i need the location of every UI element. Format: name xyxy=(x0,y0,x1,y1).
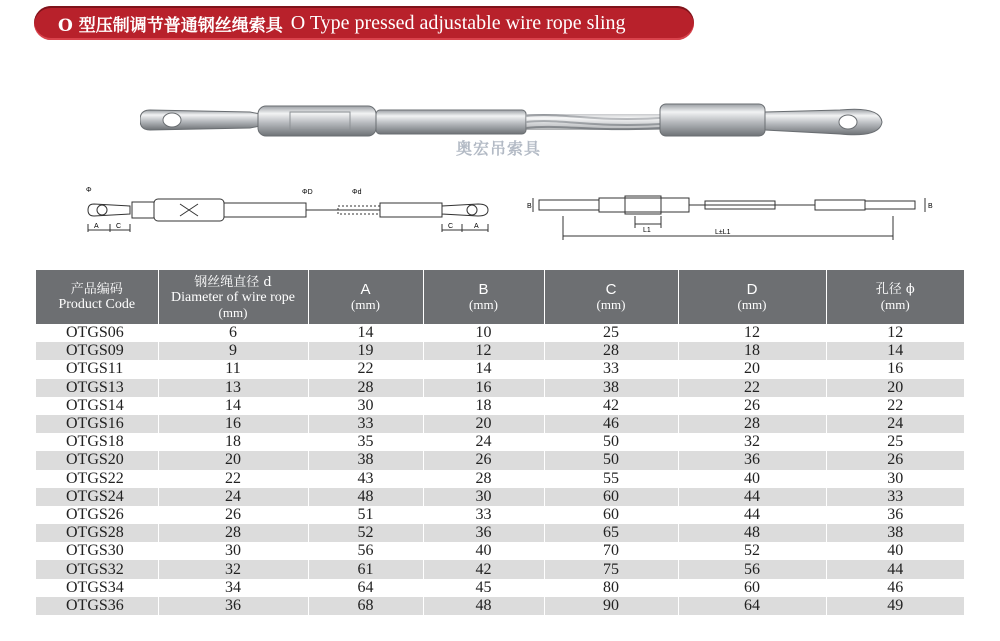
cell-hole-diameter: 46 xyxy=(826,579,964,597)
cell-b: 24 xyxy=(423,433,544,451)
header-b-unit: (mm) xyxy=(469,297,498,312)
cell-c: 75 xyxy=(544,560,678,578)
cell-c: 50 xyxy=(544,451,678,469)
table-row xyxy=(36,451,964,469)
cell-b: 14 xyxy=(423,360,544,378)
watermark: 奥宏吊索具 xyxy=(456,139,542,158)
cell-a: 43 xyxy=(308,470,423,488)
cell-product-code: OTGS20 xyxy=(36,451,158,469)
header-product-code xyxy=(36,270,158,324)
cell-d: 12 xyxy=(678,324,826,342)
cell-c: 50 xyxy=(544,433,678,451)
header-hole-diameter-cn: 孔径 ϕ xyxy=(875,282,915,297)
cell-a: 30 xyxy=(308,397,423,415)
technical-drawing-left xyxy=(80,180,500,240)
cell-d: 28 xyxy=(678,415,826,433)
dim-label-big-d: ΦD xyxy=(302,189,313,196)
header-d-unit: (mm) xyxy=(737,297,767,312)
table-row xyxy=(36,433,964,451)
table-row xyxy=(36,506,964,524)
cell-d: 18 xyxy=(678,342,826,360)
cell-hole-diameter: 44 xyxy=(826,560,964,578)
cell-c: 42 xyxy=(544,397,678,415)
dim-label-small-d: Φd xyxy=(352,189,362,196)
cell-hole-diameter: 24 xyxy=(826,415,964,433)
cell-b: 45 xyxy=(423,579,544,597)
cell-a: 52 xyxy=(308,524,423,542)
cell-rope-diameter: 28 xyxy=(158,524,308,542)
cell-product-code: OTGS24 xyxy=(36,488,158,506)
header-b-symbol: B xyxy=(478,281,489,298)
cell-product-code: OTGS13 xyxy=(36,379,158,397)
header-product-code-en: Product Code xyxy=(58,297,136,312)
cell-c: 25 xyxy=(544,324,678,342)
cell-d: 52 xyxy=(678,542,826,560)
header-rope-diameter-unit: (mm) xyxy=(218,304,248,320)
cell-b: 28 xyxy=(423,470,544,488)
cell-a: 38 xyxy=(308,451,423,469)
cell-rope-diameter: 20 xyxy=(158,451,308,469)
table-row xyxy=(36,360,964,378)
cell-a: 19 xyxy=(308,342,423,360)
dim-label-l: L±L1 xyxy=(715,229,731,236)
cell-rope-diameter: 11 xyxy=(158,360,308,378)
cell-d: 60 xyxy=(678,579,826,597)
header-rope-diameter-cn: 钢丝绳直径 d xyxy=(194,274,272,290)
cell-product-code: OTGS34 xyxy=(36,579,158,597)
spec-table xyxy=(36,270,964,615)
cell-rope-diameter: 30 xyxy=(158,542,308,560)
cell-a: 48 xyxy=(308,488,423,506)
dim-label-b-left: B xyxy=(527,203,532,210)
cell-rope-diameter: 22 xyxy=(158,470,308,488)
cell-d: 48 xyxy=(678,524,826,542)
cell-hole-diameter: 16 xyxy=(826,360,964,378)
cell-hole-diameter: 20 xyxy=(826,379,964,397)
cell-d: 20 xyxy=(678,360,826,378)
cell-rope-diameter: 34 xyxy=(158,579,308,597)
header-rope-diameter-en: Diameter of wire rope xyxy=(171,289,295,305)
table-row xyxy=(36,579,964,597)
cell-c: 46 xyxy=(544,415,678,433)
cell-a: 51 xyxy=(308,506,423,524)
table-body xyxy=(36,324,964,615)
cell-c: 60 xyxy=(544,488,678,506)
cell-d: 44 xyxy=(678,488,826,506)
cell-c: 38 xyxy=(544,379,678,397)
title-en: O Type pressed adjustable wire rope sling xyxy=(290,11,626,34)
table-row xyxy=(36,488,964,506)
header-c xyxy=(544,270,678,324)
cell-b: 18 xyxy=(423,397,544,415)
cell-hole-diameter: 40 xyxy=(826,542,964,560)
header-b xyxy=(423,270,544,324)
header-a-unit: (mm) xyxy=(351,297,380,312)
cell-b: 33 xyxy=(423,506,544,524)
cell-product-code: OTGS30 xyxy=(36,542,158,560)
cell-rope-diameter: 16 xyxy=(158,415,308,433)
cell-hole-diameter: 33 xyxy=(826,488,964,506)
cell-product-code: OTGS14 xyxy=(36,397,158,415)
cell-a: 61 xyxy=(308,560,423,578)
cell-d: 36 xyxy=(678,451,826,469)
cell-b: 40 xyxy=(423,542,544,560)
cell-product-code: OTGS09 xyxy=(36,342,158,360)
table-row xyxy=(36,342,964,360)
cell-c: 55 xyxy=(544,470,678,488)
cell-b: 30 xyxy=(423,488,544,506)
cell-d: 56 xyxy=(678,560,826,578)
cell-rope-diameter: 9 xyxy=(158,342,308,360)
cell-a: 14 xyxy=(308,324,423,342)
cell-d: 40 xyxy=(678,470,826,488)
cell-c: 80 xyxy=(544,579,678,597)
cell-c: 60 xyxy=(544,506,678,524)
cell-product-code: OTGS16 xyxy=(36,415,158,433)
table-row xyxy=(36,397,964,415)
dim-label-phi: Φ xyxy=(86,187,92,194)
cell-product-code: OTGS22 xyxy=(36,470,158,488)
dim-label-a-right: A xyxy=(474,223,479,230)
header-a-symbol: A xyxy=(360,281,371,298)
cell-b: 16 xyxy=(423,379,544,397)
header-hole-diameter-unit: (mm) xyxy=(880,297,910,312)
cell-rope-diameter: 13 xyxy=(158,379,308,397)
header-d xyxy=(678,270,826,324)
cell-hole-diameter: 25 xyxy=(826,433,964,451)
cell-b: 48 xyxy=(423,597,544,615)
cell-rope-diameter: 24 xyxy=(158,488,308,506)
cell-product-code: OTGS36 xyxy=(36,597,158,615)
cell-product-code: OTGS11 xyxy=(36,360,158,378)
cell-product-code: OTGS28 xyxy=(36,524,158,542)
cell-b: 36 xyxy=(423,524,544,542)
cell-hole-diameter: 49 xyxy=(826,597,964,615)
cell-b: 42 xyxy=(423,560,544,578)
table-row xyxy=(36,560,964,578)
table-row xyxy=(36,542,964,560)
cell-rope-diameter: 6 xyxy=(158,324,308,342)
header-hole-diameter xyxy=(826,270,964,324)
technical-drawing-right xyxy=(525,186,945,242)
table-row xyxy=(36,597,964,615)
cell-hole-diameter: 26 xyxy=(826,451,964,469)
dim-label-a: A xyxy=(94,223,99,230)
cell-a: 56 xyxy=(308,542,423,560)
cell-c: 28 xyxy=(544,342,678,360)
header-c-unit: (mm) xyxy=(596,297,626,312)
cell-product-code: OTGS26 xyxy=(36,506,158,524)
cell-a: 64 xyxy=(308,579,423,597)
cell-b: 26 xyxy=(423,451,544,469)
table-row xyxy=(36,379,964,397)
title-banner xyxy=(34,6,694,40)
header-rope-diameter xyxy=(158,270,308,324)
header-a xyxy=(308,270,423,324)
cell-b: 12 xyxy=(423,342,544,360)
cell-d: 32 xyxy=(678,433,826,451)
cell-a: 35 xyxy=(308,433,423,451)
table-row xyxy=(36,524,964,542)
cell-a: 68 xyxy=(308,597,423,615)
dim-label-c: C xyxy=(116,223,122,230)
header-d-symbol: D xyxy=(746,281,758,298)
cell-hole-diameter: 30 xyxy=(826,470,964,488)
title-cn: O 型压制调节普通钢丝绳索具 xyxy=(58,15,283,36)
cell-rope-diameter: 36 xyxy=(158,597,308,615)
cell-d: 44 xyxy=(678,506,826,524)
cell-product-code: OTGS32 xyxy=(36,560,158,578)
cell-rope-diameter: 32 xyxy=(158,560,308,578)
cell-c: 70 xyxy=(544,542,678,560)
cell-a: 33 xyxy=(308,415,423,433)
table-row xyxy=(36,415,964,433)
cell-d: 22 xyxy=(678,379,826,397)
cell-d: 26 xyxy=(678,397,826,415)
table-row xyxy=(36,324,964,342)
cell-hole-diameter: 36 xyxy=(826,506,964,524)
header-c-symbol: C xyxy=(605,281,617,298)
cell-hole-diameter: 12 xyxy=(826,324,964,342)
cell-hole-diameter: 38 xyxy=(826,524,964,542)
cell-product-code: OTGS18 xyxy=(36,433,158,451)
cell-a: 28 xyxy=(308,379,423,397)
cell-d: 64 xyxy=(678,597,826,615)
cell-c: 90 xyxy=(544,597,678,615)
cell-a: 22 xyxy=(308,360,423,378)
cell-b: 10 xyxy=(423,324,544,342)
table-header-row xyxy=(36,270,964,324)
cell-rope-diameter: 26 xyxy=(158,506,308,524)
cell-b: 20 xyxy=(423,415,544,433)
cell-c: 65 xyxy=(544,524,678,542)
dim-label-l1: L1 xyxy=(643,227,651,234)
cell-c: 33 xyxy=(544,360,678,378)
dim-label-b-right: B xyxy=(928,203,933,210)
cell-hole-diameter: 14 xyxy=(826,342,964,360)
table-row xyxy=(36,470,964,488)
cell-rope-diameter: 18 xyxy=(158,433,308,451)
dim-label-c-right: C xyxy=(448,223,454,230)
cell-rope-diameter: 14 xyxy=(158,397,308,415)
header-product-code-cn: 产品编码 xyxy=(70,282,123,297)
cell-product-code: OTGS06 xyxy=(36,324,158,342)
cell-hole-diameter: 22 xyxy=(826,397,964,415)
